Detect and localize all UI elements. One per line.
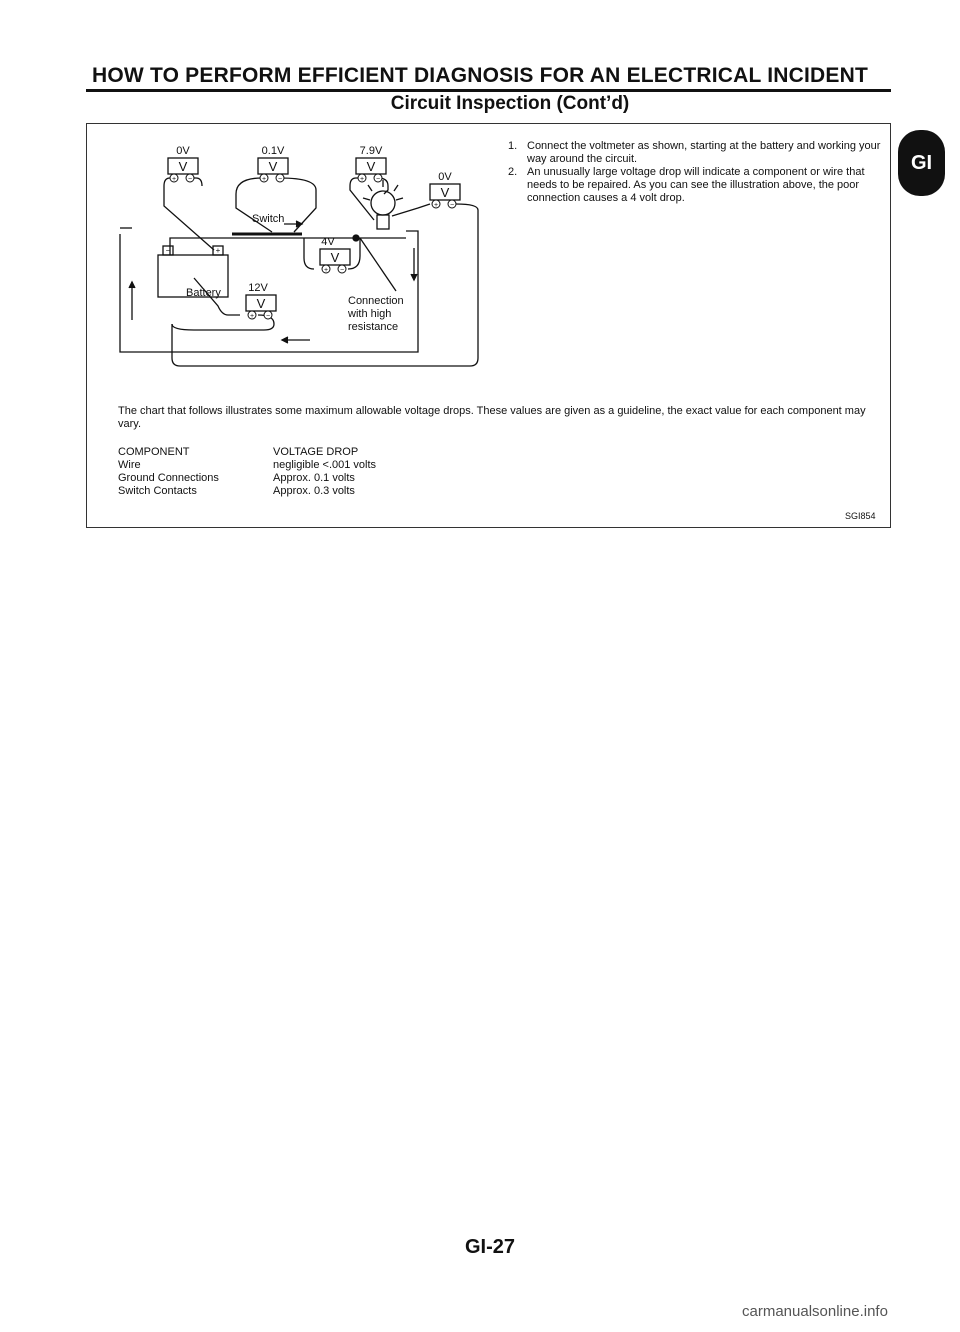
table-row: Switch Contacts Approx. 0.3 volts xyxy=(118,485,355,497)
svg-text:−: − xyxy=(165,246,171,255)
svg-text:+: + xyxy=(359,176,365,183)
svg-text:+: + xyxy=(433,202,439,209)
switch-label: Switch xyxy=(252,213,285,225)
reading-ground: 0V xyxy=(438,171,452,183)
table-row: Wire negligible <.001 volts xyxy=(118,459,377,471)
meter-2-letter: V xyxy=(268,159,278,174)
battery-label: Battery xyxy=(186,287,221,299)
connection-label-2: with high xyxy=(348,308,392,320)
meter-5-letter: V xyxy=(330,250,340,265)
procedure-steps xyxy=(508,140,884,205)
svg-text:−: − xyxy=(277,176,283,183)
reading-lamp: 7.9V xyxy=(359,145,383,157)
svg-text:−: − xyxy=(187,176,193,183)
voltage-drop-table xyxy=(118,446,473,498)
lamp-bulb xyxy=(371,191,395,215)
footer-watermark: carmanualsonline.info xyxy=(742,1303,888,1320)
header-rule xyxy=(86,89,891,92)
connection-label-3: resistance xyxy=(348,321,399,333)
reading-connection: 4V xyxy=(321,236,335,248)
reading-battery: 12V xyxy=(248,282,268,294)
reading-battery-neg: 0V xyxy=(176,145,190,157)
svg-text:+: + xyxy=(215,246,221,255)
chart-intro: The chart that follows illustrates some maximum allowable voltage drops. These values are given as a guideline, the exact value for each component may vary. xyxy=(118,405,866,430)
page-number: GI-27 xyxy=(464,1236,516,1258)
lamp-base xyxy=(377,215,389,229)
svg-text:−: − xyxy=(265,313,271,320)
meter-4-letter: V xyxy=(440,185,450,200)
svg-text:−: − xyxy=(449,202,455,209)
svg-text:+: + xyxy=(261,176,267,183)
table-header: COMPONENT VOLTAGE DROP xyxy=(118,446,359,458)
connection-point xyxy=(353,235,359,241)
section-tab: GI xyxy=(898,130,945,196)
table-row: Ground Connections Approx. 0.1 volts xyxy=(118,472,355,484)
svg-text:+: + xyxy=(171,176,177,183)
step-1: 1. Connect the voltmeter as shown, starting at the battery and working your way around the circuit. xyxy=(508,140,881,165)
step-2: 2. An unusually large voltage drop will indicate a component or wire that needs to be repaired. As you can see the illustration above, the poor connection causes a 4 volt drop. xyxy=(508,166,865,204)
svg-text:+: + xyxy=(323,267,329,274)
meter-1-letter: V xyxy=(178,159,188,174)
figure-id: SGI854 xyxy=(845,511,876,521)
meter-6-letter: V xyxy=(256,296,266,311)
svg-text:−: − xyxy=(375,176,381,183)
svg-text:−: − xyxy=(339,267,345,274)
page-header-title: HOW TO PERFORM EFFICIENT DIAGNOSIS FOR AN ELECTRICAL INCIDENT xyxy=(92,64,868,87)
svg-text:+: + xyxy=(249,313,255,320)
connection-label-1: Connection xyxy=(348,295,404,307)
reading-switch: 0.1V xyxy=(261,145,285,157)
page-header-subtitle: Circuit Inspection (Cont’d) xyxy=(390,93,630,114)
meter-3-letter: V xyxy=(366,159,376,174)
circuit-diagram xyxy=(106,128,496,373)
